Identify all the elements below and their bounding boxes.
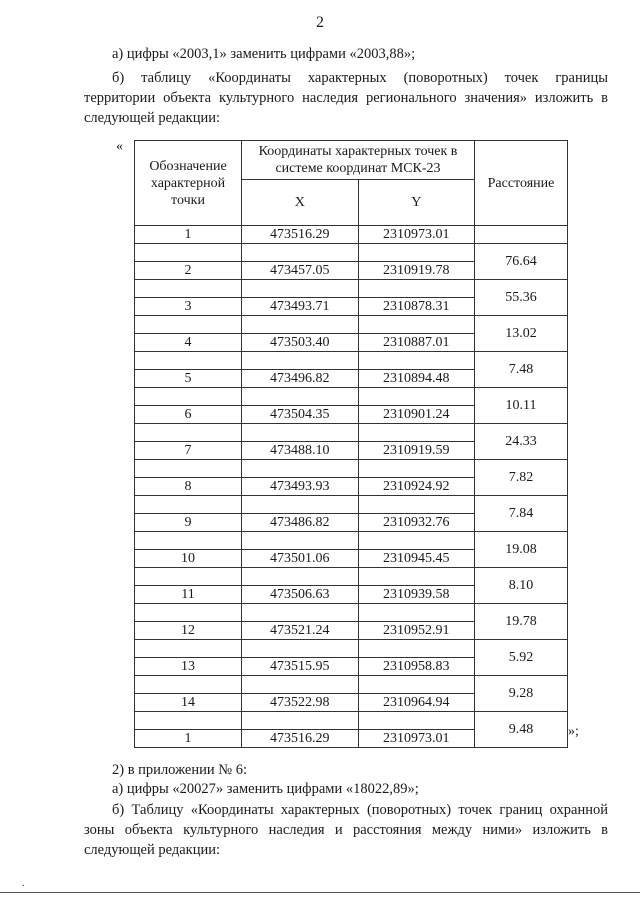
paragraph-b-continuation: территории объекта культурного наследия регионального значения» изложить в следующей редакции: bbox=[84, 90, 608, 126]
gap-cell bbox=[135, 712, 242, 730]
gap-cell bbox=[242, 388, 359, 406]
header-x: X bbox=[242, 180, 359, 226]
x-cell: 473496.82 bbox=[242, 370, 359, 388]
paragraph-a-text: а) цифры «2003,1» заменить цифрами «2003,88»; bbox=[112, 46, 416, 62]
gap-cell bbox=[242, 568, 359, 586]
gap-cell bbox=[135, 244, 242, 262]
gap-row bbox=[135, 496, 568, 514]
distance-cell: 24.33 bbox=[475, 424, 568, 460]
x-cell: 473488.10 bbox=[242, 442, 359, 460]
distance-cell: 10.11 bbox=[475, 388, 568, 424]
opening-quote: « bbox=[116, 139, 123, 154]
gap-row bbox=[135, 604, 568, 622]
distance-cell: 7.48 bbox=[475, 352, 568, 388]
x-cell: 473503.40 bbox=[242, 334, 359, 352]
paragraph-b-table bbox=[84, 68, 608, 128]
gap-cell bbox=[358, 532, 475, 550]
gap-cell bbox=[135, 280, 242, 298]
y-cell: 2310973.01 bbox=[358, 730, 475, 748]
gap-row bbox=[135, 316, 568, 334]
gap-cell bbox=[135, 352, 242, 370]
point-id-cell: 1 bbox=[135, 730, 242, 748]
distance-cell: 9.28 bbox=[475, 676, 568, 712]
gap-cell bbox=[358, 424, 475, 442]
point-id-cell: 13 bbox=[135, 658, 242, 676]
gap-row bbox=[135, 424, 568, 442]
y-cell: 2310952.91 bbox=[358, 622, 475, 640]
header-point-designation: Обозначение характерной точки bbox=[135, 141, 242, 226]
distance-cell: 19.78 bbox=[475, 604, 568, 640]
gap-cell bbox=[358, 316, 475, 334]
point-id-cell: 10 bbox=[135, 550, 242, 568]
gap-row bbox=[135, 244, 568, 262]
gap-cell bbox=[135, 604, 242, 622]
point-id-cell: 12 bbox=[135, 622, 242, 640]
point-id-cell: 14 bbox=[135, 694, 242, 712]
gap-cell bbox=[135, 568, 242, 586]
distance-cell: 7.82 bbox=[475, 460, 568, 496]
y-cell: 2310973.01 bbox=[358, 226, 475, 244]
point-id-cell: 5 bbox=[135, 370, 242, 388]
distance-cell: 8.10 bbox=[475, 568, 568, 604]
point-id-cell: 8 bbox=[135, 478, 242, 496]
closing-quote: »; bbox=[568, 724, 579, 739]
x-cell: 473515.95 bbox=[242, 658, 359, 676]
y-cell: 2310919.59 bbox=[358, 442, 475, 460]
distance-cell: 19.08 bbox=[475, 532, 568, 568]
gap-cell bbox=[358, 352, 475, 370]
gap-cell bbox=[135, 388, 242, 406]
x-cell: 473521.24 bbox=[242, 622, 359, 640]
x-cell: 473501.06 bbox=[242, 550, 359, 568]
header-distance: Расстояние bbox=[475, 141, 568, 226]
point-id-cell: 4 bbox=[135, 334, 242, 352]
x-cell: 473457.05 bbox=[242, 262, 359, 280]
gap-row bbox=[135, 352, 568, 370]
gap-cell bbox=[358, 388, 475, 406]
y-cell: 2310958.83 bbox=[358, 658, 475, 676]
distance-cell: 13.02 bbox=[475, 316, 568, 352]
coordinates-table-body bbox=[135, 226, 568, 748]
y-cell: 2310887.01 bbox=[358, 334, 475, 352]
gap-cell bbox=[242, 316, 359, 334]
gap-cell bbox=[358, 676, 475, 694]
y-cell: 2310964.94 bbox=[358, 694, 475, 712]
header-y: Y bbox=[358, 180, 475, 226]
x-cell: 473493.93 bbox=[242, 478, 359, 496]
gap-row bbox=[135, 388, 568, 406]
gap-cell bbox=[242, 460, 359, 478]
gap-row bbox=[135, 568, 568, 586]
distance-cell: 9.48 bbox=[475, 712, 568, 748]
y-cell: 2310919.78 bbox=[358, 262, 475, 280]
gap-cell bbox=[242, 424, 359, 442]
y-cell: 2310939.58 bbox=[358, 586, 475, 604]
y-cell: 2310932.76 bbox=[358, 514, 475, 532]
x-cell: 473493.71 bbox=[242, 298, 359, 316]
distance-cell-empty bbox=[475, 226, 568, 244]
page-mark: . bbox=[22, 878, 25, 889]
gap-cell bbox=[242, 244, 359, 262]
gap-cell bbox=[242, 280, 359, 298]
gap-cell bbox=[135, 532, 242, 550]
bottom-rule bbox=[0, 892, 640, 893]
y-cell: 2310924.92 bbox=[358, 478, 475, 496]
y-cell: 2310894.48 bbox=[358, 370, 475, 388]
x-cell: 473516.29 bbox=[242, 730, 359, 748]
gap-cell bbox=[242, 496, 359, 514]
point-row bbox=[135, 226, 568, 244]
gap-row bbox=[135, 640, 568, 658]
y-cell: 2310901.24 bbox=[358, 406, 475, 424]
gap-cell bbox=[358, 568, 475, 586]
page-number: 2 bbox=[316, 14, 324, 31]
gap-cell bbox=[242, 352, 359, 370]
gap-cell bbox=[135, 316, 242, 334]
gap-cell bbox=[358, 244, 475, 262]
header-coordinates: Координаты характерных точек в системе координат МСК-23 bbox=[242, 141, 475, 180]
gap-cell bbox=[358, 712, 475, 730]
point-id-cell: 7 bbox=[135, 442, 242, 460]
gap-row bbox=[135, 712, 568, 730]
paragraph-b-first-line: б) таблицу «Координаты характерных (поворотных) точек границы bbox=[112, 70, 608, 86]
gap-row bbox=[135, 280, 568, 298]
gap-cell bbox=[242, 712, 359, 730]
gap-cell bbox=[135, 496, 242, 514]
gap-cell bbox=[358, 496, 475, 514]
distance-cell: 76.64 bbox=[475, 244, 568, 280]
paragraph-bottom-a bbox=[112, 779, 608, 799]
gap-row bbox=[135, 532, 568, 550]
distance-cell: 7.84 bbox=[475, 496, 568, 532]
point-id-cell: 3 bbox=[135, 298, 242, 316]
x-cell: 473504.35 bbox=[242, 406, 359, 424]
point-id-cell: 11 bbox=[135, 586, 242, 604]
bottom-b-continuation: зоны объекта культурного наследия и расстояния между ними» изложить в следующей редакции: bbox=[84, 822, 608, 858]
gap-cell bbox=[135, 676, 242, 694]
y-cell: 2310945.45 bbox=[358, 550, 475, 568]
coordinates-table bbox=[134, 140, 568, 748]
gap-cell bbox=[358, 640, 475, 658]
gap-cell bbox=[242, 532, 359, 550]
paragraph-a-digits bbox=[112, 44, 608, 64]
point-id-cell: 1 bbox=[135, 226, 242, 244]
bottom-b-first-line: б) Таблицу «Координаты характерных (поворотных) точек границ охранной bbox=[112, 802, 608, 818]
distance-cell: 55.36 bbox=[475, 280, 568, 316]
item-2-text: 2) в приложении № 6: bbox=[112, 762, 247, 778]
gap-row bbox=[135, 676, 568, 694]
gap-cell bbox=[358, 280, 475, 298]
paragraph-bottom-b bbox=[84, 800, 608, 860]
x-cell: 473516.29 bbox=[242, 226, 359, 244]
gap-cell bbox=[242, 604, 359, 622]
distance-cell: 5.92 bbox=[475, 640, 568, 676]
x-cell: 473506.63 bbox=[242, 586, 359, 604]
gap-cell bbox=[242, 676, 359, 694]
gap-cell bbox=[242, 640, 359, 658]
gap-cell bbox=[358, 460, 475, 478]
x-cell: 473522.98 bbox=[242, 694, 359, 712]
point-id-cell: 9 bbox=[135, 514, 242, 532]
point-id-cell: 2 bbox=[135, 262, 242, 280]
y-cell: 2310878.31 bbox=[358, 298, 475, 316]
bottom-a-text: а) цифры «20027» заменить цифрами «18022,89»; bbox=[112, 781, 419, 797]
x-cell: 473486.82 bbox=[242, 514, 359, 532]
gap-cell bbox=[135, 460, 242, 478]
paragraph-item-2 bbox=[112, 760, 608, 780]
gap-row bbox=[135, 460, 568, 478]
gap-cell bbox=[135, 640, 242, 658]
gap-cell bbox=[358, 604, 475, 622]
gap-cell bbox=[135, 424, 242, 442]
point-id-cell: 6 bbox=[135, 406, 242, 424]
